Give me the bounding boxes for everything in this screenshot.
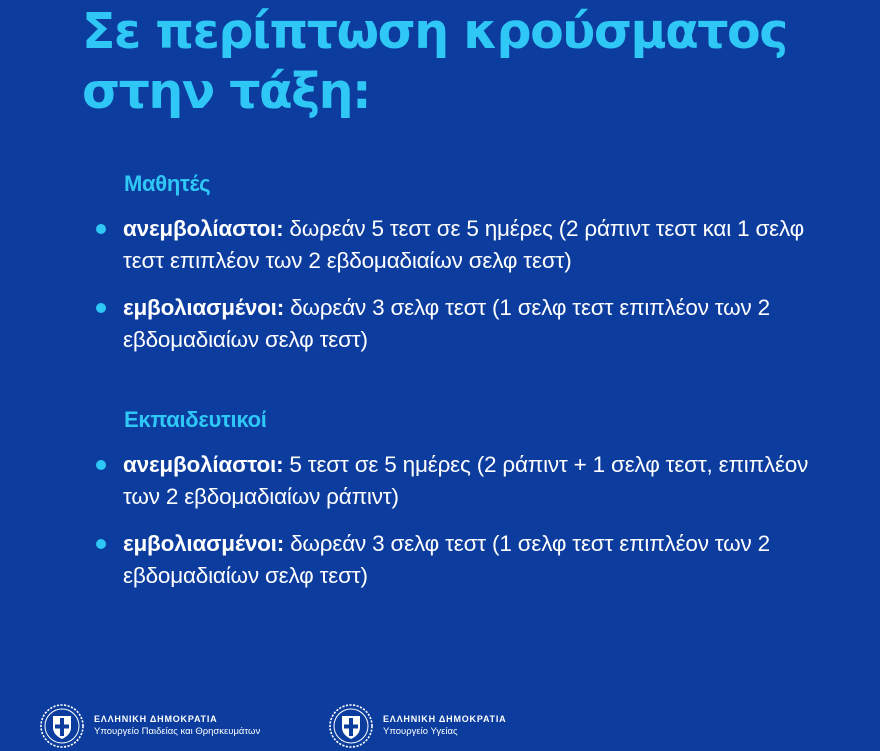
bullet-icon — [96, 539, 106, 549]
section-heading: Εκπαιδευτικοί — [124, 407, 267, 432]
logo-text — [94, 713, 260, 738]
bullet-icon — [96, 303, 106, 313]
item-term: εμβολιασμένοι: — [123, 531, 291, 556]
list-item — [96, 528, 836, 592]
greek-coat-of-arms-icon — [329, 704, 373, 748]
item-list — [96, 213, 836, 356]
bullet-icon — [96, 460, 106, 470]
item-term: ανεμβολίαστοι: — [123, 216, 290, 241]
list-item — [96, 292, 836, 356]
logo-text — [383, 713, 506, 738]
item-description: δωρεάν 5 τεστ σε 5 ημέρες (2 ράπιντ τεστ και 1 σελφ τεστ επιπλέον των 2 εβδομαδιαίων σελφ τεστ) — [123, 216, 804, 273]
logo-ministry: Υπουργείο Παιδείας και Θρησκευμάτων — [94, 726, 261, 737]
item-term: ανεμβολίαστοι: — [123, 452, 290, 477]
logo-country: ΕΛΛΗΝΙΚΗ ΔΗΜΟΚΡΑΤΙΑ — [94, 714, 218, 724]
ministry-health-logo — [329, 704, 549, 748]
section-heading: Μαθητές — [124, 171, 211, 196]
footer — [0, 688, 880, 751]
item-description: 5 τεστ σε 5 ημέρες (2 ράπιντ + 1 σελφ τεστ, επιπλέον των 2 εβδομαδιαίων ράπιντ) — [123, 452, 809, 509]
logo-ministry: Υπουργείο Υγείας — [383, 726, 458, 737]
list-item — [96, 449, 836, 513]
section-students — [96, 170, 836, 356]
page-title: Σε περίπτωση κρούσματος στην τάξη: — [82, 3, 787, 120]
ministry-education-logo — [40, 704, 300, 748]
list-item — [96, 213, 836, 277]
section-teachers — [96, 406, 836, 592]
logo-country: ΕΛΛΗΝΙΚΗ ΔΗΜΟΚΡΑΤΙΑ — [383, 714, 507, 724]
item-term: εμβολιασμένοι: — [123, 295, 291, 320]
bullet-icon — [96, 224, 106, 234]
item-list — [96, 449, 836, 592]
item-description: δωρεάν 3 σελφ τεστ (1 σελφ τεστ επιπλέον των 2 εβδομαδιαίων σελφ τεστ) — [123, 295, 770, 352]
item-description: δωρεάν 3 σελφ τεστ (1 σελφ τεστ επιπλέον των 2 εβδομαδιαίων σελφ τεστ) — [123, 531, 770, 588]
greek-coat-of-arms-icon — [40, 704, 84, 748]
